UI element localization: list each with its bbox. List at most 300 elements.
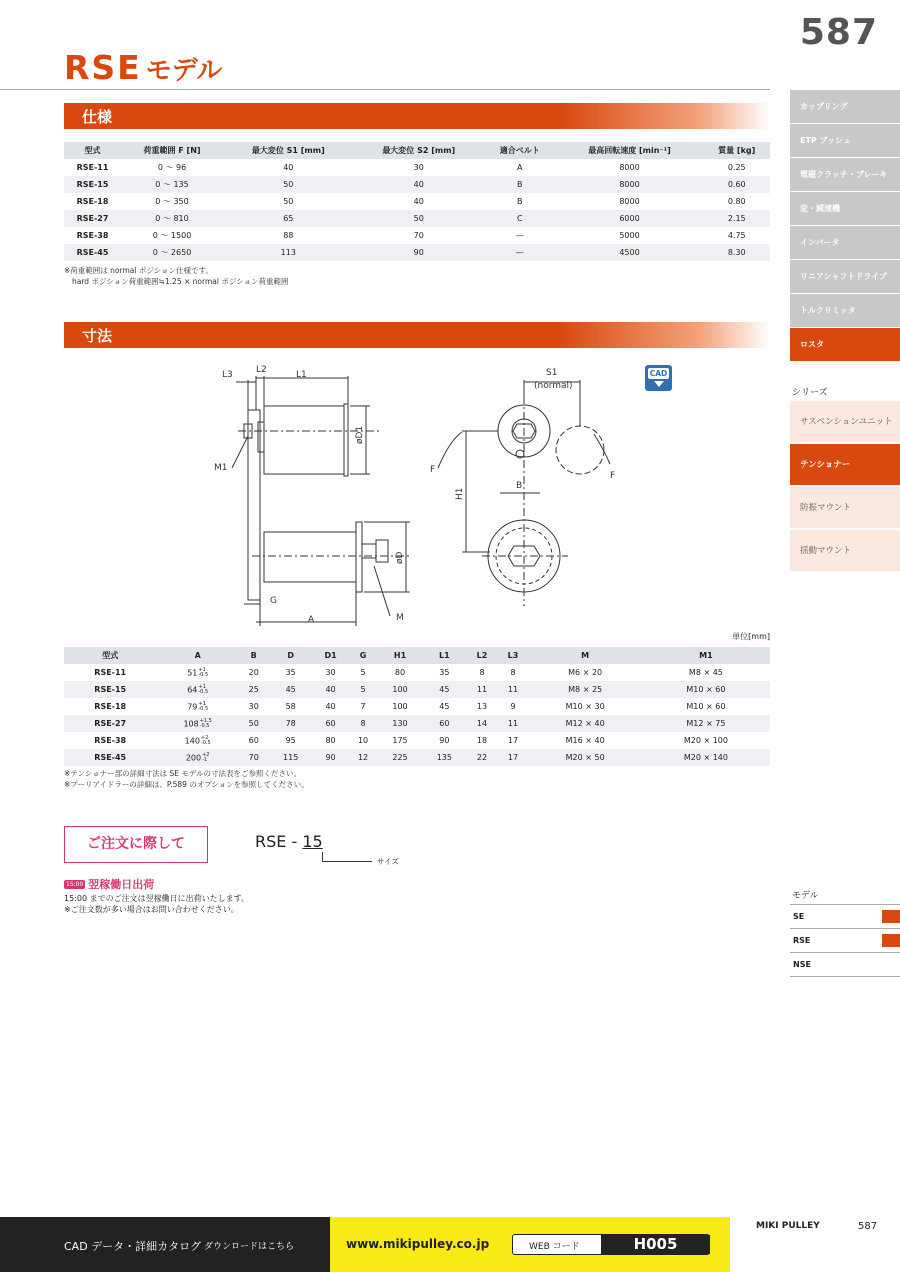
series-item[interactable]: サスペンションユニット [790, 401, 900, 443]
table-cell-value: M10 × 60 [686, 702, 726, 711]
spec-note-1: ※荷重範囲は normal ポジション仕様です。 [64, 266, 213, 275]
spec-section-header [64, 103, 770, 129]
table-cell: 0 ～ 350 [155, 197, 189, 206]
footer-page-number: 587 [858, 1221, 878, 1232]
table-cell: 8000 [619, 197, 640, 206]
table-row [64, 749, 770, 766]
table-cell: RSE-11 [76, 163, 109, 173]
table-cell [156, 681, 239, 698]
table-cell [528, 749, 641, 766]
table-cell: 50 [223, 176, 353, 193]
table-cell-value: M16 × 40 [565, 736, 605, 745]
model-item-label: NSE [793, 960, 811, 969]
unit-label: 単位[mm] [732, 632, 770, 641]
table-cell: 113 [223, 244, 353, 261]
table-cell [642, 732, 770, 749]
shipping-note-2: ※ご注文数が多い場合はお問い合わせください。 [64, 905, 239, 914]
label-f-left: F [430, 465, 436, 475]
tolerance [198, 668, 208, 678]
table-cell-value: 35 [285, 668, 296, 678]
table-cell [156, 715, 239, 732]
table-cell-value: 90 [325, 753, 336, 762]
table-cell: RSE-27 [64, 210, 121, 227]
order-code [255, 832, 323, 851]
tolerance-lower: -0.5 [199, 722, 210, 729]
table-cell: C [484, 210, 556, 227]
table-cell [642, 698, 770, 715]
table-cell: 40 [283, 163, 294, 173]
label-f-right: F [610, 471, 616, 481]
dim-section-header [64, 322, 770, 348]
truck-icon: 15:00 [66, 880, 84, 888]
cad-download-icon[interactable] [645, 365, 672, 391]
table-cell [313, 681, 348, 698]
table-cell-value: 7 [360, 702, 366, 711]
model-item-label: SE [793, 912, 805, 921]
table-cell: 2.15 [703, 210, 770, 227]
table-cell [64, 698, 156, 715]
shipping-header [64, 876, 154, 892]
table-cell [268, 715, 312, 732]
table-cell: 0 ～ 1500 [152, 231, 192, 240]
table-cell: RSE-38 [76, 231, 109, 240]
dim-header-cell: L2 [467, 647, 498, 664]
table-cell [498, 749, 529, 766]
table-cell [467, 664, 498, 681]
spec-header-cell: 最大変位 S2 [mm] [354, 142, 484, 159]
spec-header-cell: 最大変位 S1 [mm] [223, 142, 353, 159]
table-cell-value: 80 [325, 736, 336, 745]
sidebar-item[interactable]: リニアシャフトドライブ [790, 260, 900, 293]
table-cell-value: 108 [183, 719, 199, 728]
table-cell-value: 79 [187, 702, 198, 711]
sidebar-item[interactable]: カップリング [790, 90, 900, 123]
order-leader-horizontal [322, 861, 372, 862]
table-cell [156, 664, 239, 681]
tolerance-lower: -0.5 [198, 688, 209, 695]
dim-header-cell: H1 [378, 647, 422, 664]
label-g: G [270, 596, 277, 606]
table-cell: 88 [283, 231, 294, 240]
table-cell [498, 681, 529, 698]
table-row [64, 176, 770, 193]
brand-name: MIKI PULLEY [756, 1221, 820, 1231]
shipping-title: 翌稼働日出荷 [88, 878, 155, 891]
table-cell-value: M12 × 40 [565, 719, 605, 728]
table-cell-value: 45 [439, 702, 450, 711]
table-cell: 0.80 [727, 197, 746, 206]
table-cell [378, 732, 422, 749]
sidebar-series-label: シリーズ [792, 388, 828, 398]
sidebar-item[interactable]: インバータ [790, 226, 900, 259]
order-info-box [64, 826, 208, 863]
table-cell-value: RSE-45 [94, 753, 127, 762]
label-b: B [516, 481, 523, 491]
dim-header-cell: 型式 [64, 647, 156, 664]
table-cell [156, 698, 239, 715]
model-item[interactable] [790, 904, 900, 927]
cad-badge-label: CAD [649, 369, 668, 378]
table-cell-value: 64 [187, 685, 198, 694]
table-row [64, 698, 770, 715]
label-l3: L3 [222, 370, 233, 380]
footer-download-link[interactable]: ダウンロードはこちら [204, 1242, 295, 1252]
label-l1: L1 [296, 370, 307, 380]
footer [0, 1217, 900, 1272]
table-cell [239, 715, 269, 732]
table-cell [467, 698, 498, 715]
table-cell-value: 10 [357, 736, 369, 745]
spec-header-cell: 適合ベルト [484, 142, 556, 159]
table-cell-value: 140 [184, 736, 200, 745]
table-cell: RSE-15 [64, 176, 121, 193]
table-cell: 0 ～ 135 [121, 176, 223, 193]
series-item[interactable]: テンショナー [790, 444, 900, 486]
table-cell [313, 664, 348, 681]
table-cell [528, 732, 641, 749]
table-cell [642, 715, 770, 732]
order-code-number: 15 [302, 832, 323, 851]
table-cell [239, 732, 269, 749]
table-row [64, 715, 770, 732]
table-cell: A [517, 163, 523, 173]
table-cell: 50 [354, 210, 484, 227]
table-cell [422, 732, 466, 749]
table-cell-value: 18 [476, 736, 488, 745]
table-cell-value: 80 [394, 668, 406, 678]
dim-header-cell: L3 [498, 647, 529, 664]
table-cell-value: M12 × 75 [686, 719, 726, 728]
table-cell [642, 749, 770, 766]
web-code-value: H005 [601, 1235, 710, 1254]
table-cell [467, 732, 498, 749]
table-cell [467, 681, 498, 698]
table-cell-value: RSE-38 [94, 736, 127, 745]
label-d1: øD1 [355, 425, 365, 444]
spec-header-cell: 質量 [kg] [703, 142, 770, 159]
table-cell [422, 715, 466, 732]
table-cell [268, 749, 312, 766]
sidebar-item[interactable]: トルクリミッタ [790, 294, 900, 327]
table-cell [239, 698, 269, 715]
dim-header-cell: D1 [313, 647, 348, 664]
table-cell [268, 732, 312, 749]
table-cell [64, 664, 156, 681]
table-cell: 50 [283, 197, 294, 206]
title-rule [0, 89, 770, 90]
table-cell [498, 715, 529, 732]
table-cell-value: 17 [507, 753, 519, 762]
table-row [64, 732, 770, 749]
dim-note-1: ※テンショナー部の詳細寸法は SE モデルの寸法表をご参照ください。 [64, 769, 301, 778]
table-cell [528, 681, 641, 698]
table-cell: 30 [413, 163, 424, 173]
table-cell [348, 732, 378, 749]
sidebar-item[interactable]: ロスタ [790, 328, 900, 361]
table-cell [64, 749, 156, 766]
tolerance [202, 753, 209, 763]
dim-header-cell: M1 [642, 647, 770, 664]
table-cell-value: 30 [248, 702, 259, 711]
table-cell-value: 35 [439, 668, 450, 678]
table-row [64, 664, 770, 681]
table-cell [498, 732, 529, 749]
page-title-sub: モデル [145, 56, 223, 86]
spec-note-2: hard ポジション荷重範囲≒1.25 × normal ポジション荷重範囲 [72, 277, 289, 286]
table-cell: 90 [354, 244, 484, 261]
table-cell-value: M20 × 140 [683, 753, 728, 762]
spec-header-cell: 型式 [64, 142, 121, 159]
table-cell: 65 [223, 210, 353, 227]
spec-table [64, 142, 770, 261]
tolerance [198, 702, 208, 712]
table-cell-value: 40 [325, 685, 336, 694]
table-cell: 0.60 [703, 176, 770, 193]
table-cell-value: 60 [248, 736, 259, 745]
download-arrow-icon [654, 381, 664, 387]
table-cell-value: 60 [439, 719, 450, 728]
order-box-label: ご注文に際して [87, 836, 185, 852]
dim-header-cell: D [268, 647, 312, 664]
dimension-drawing [200, 360, 640, 630]
table-cell-value: 5 [360, 668, 366, 678]
table-cell-value: 8 [360, 719, 366, 728]
table-cell [348, 698, 378, 715]
footer-url-link[interactable]: www.mikipulley.co.jp [346, 1237, 490, 1251]
tolerance-upper: +1 [198, 666, 206, 673]
table-cell-value: 200 [185, 753, 202, 762]
table-cell [348, 715, 378, 732]
dim-header-cell: B [239, 647, 269, 664]
label-s1: S1 [546, 368, 558, 378]
table-cell [378, 715, 422, 732]
table-cell [498, 664, 529, 681]
table-cell [156, 749, 239, 766]
model-item-label: RSE [793, 936, 811, 945]
table-cell: — [484, 244, 556, 261]
tolerance-upper: +2 [200, 734, 209, 741]
table-cell: B [517, 197, 523, 206]
table-cell [268, 698, 312, 715]
table-cell: 6000 [556, 210, 704, 227]
table-cell-value: 45 [285, 685, 296, 694]
table-cell-value: M10 × 60 [686, 685, 726, 694]
table-cell-value: 58 [285, 702, 296, 711]
table-cell-value: 11 [507, 719, 519, 728]
table-cell-value: 25 [248, 685, 259, 694]
web-code-label: WEB コード [529, 1242, 580, 1252]
table-cell [642, 664, 770, 681]
spec-header-cell: 荷重範囲 F [N] [121, 142, 223, 159]
table-cell-value: M6 × 20 [568, 668, 603, 678]
table-cell: 8.30 [703, 244, 770, 261]
table-cell-value: 11 [476, 685, 488, 694]
tolerance [198, 685, 208, 695]
tolerance-lower: -0.5 [200, 739, 211, 746]
page-number: 587 [799, 12, 878, 53]
sidebar-item[interactable]: ETP ブッシュ [790, 124, 900, 157]
table-cell-value: M20 × 100 [683, 736, 728, 745]
table-cell: RSE-18 [76, 197, 109, 206]
table-cell-value: 8 [479, 668, 485, 678]
tolerance-lower: -0.5 [198, 671, 209, 678]
table-cell-value: 115 [283, 753, 299, 762]
tolerance [201, 736, 211, 746]
table-cell [378, 664, 422, 681]
table-cell [156, 732, 239, 749]
shipping-note-1: 15:00 までのご注文は翌稼働日に出荷いたします。 [64, 894, 249, 903]
table-cell [528, 698, 641, 715]
table-cell-value: 78 [285, 719, 296, 728]
table-cell-value: RSE-15 [94, 685, 127, 694]
order-code-prefix: RSE - [255, 832, 303, 851]
table-cell-value: 100 [392, 685, 408, 694]
model-marker [882, 910, 900, 923]
table-cell-value: 90 [439, 736, 450, 745]
table-cell-value: M8 × 25 [568, 685, 603, 694]
table-cell-value: 20 [248, 668, 259, 678]
label-a: A [308, 615, 315, 625]
dim-section-title: 寸法 [82, 327, 113, 345]
sidebar-model-label: モデル [792, 891, 819, 901]
table-cell-value: 30 [325, 668, 336, 678]
label-h1: H1 [455, 487, 465, 500]
label-normal: (normal) [534, 381, 573, 391]
table-cell [313, 749, 348, 766]
table-row [64, 193, 770, 210]
tolerance-upper: +1 [198, 700, 206, 707]
table-cell-value: 100 [392, 702, 408, 711]
table-cell [422, 681, 466, 698]
table-cell [64, 715, 156, 732]
table-cell: — [515, 231, 524, 240]
table-cell-value: 95 [285, 736, 296, 745]
dim-header-cell: A [156, 647, 239, 664]
table-cell [378, 698, 422, 715]
model-item[interactable] [790, 928, 900, 951]
table-cell-value: RSE-11 [94, 668, 127, 678]
table-cell [239, 664, 269, 681]
tolerance-upper: +2 [202, 751, 210, 758]
table-cell-value: 22 [476, 753, 488, 762]
table-cell-value: 11 [507, 685, 519, 694]
tolerance-lower: -1 [202, 756, 208, 763]
sidebar-categories [790, 90, 900, 362]
table-row [64, 159, 770, 176]
table-cell-value: 12 [357, 753, 369, 762]
displaced-pulley-circle [556, 426, 604, 474]
table-cell: 5000 [619, 231, 640, 240]
label-l2: L2 [256, 365, 267, 375]
table-cell-value: 40 [325, 702, 336, 711]
footer-cad-text: CAD データ・詳細カタログ [64, 1240, 202, 1253]
table-cell: 0 ～ 96 [157, 163, 187, 173]
table-row [64, 244, 770, 261]
table-cell-value: 175 [392, 736, 408, 745]
table-cell-value: 70 [248, 753, 259, 762]
spec-header-cell: 最高回転速度 [min⁻¹] [556, 142, 704, 159]
table-cell-value: 13 [476, 702, 488, 711]
table-cell [268, 664, 312, 681]
tolerance-upper: +1.5 [199, 717, 212, 724]
table-cell-value: 60 [325, 719, 336, 728]
table-cell-value: RSE-27 [94, 719, 127, 728]
table-cell [348, 749, 378, 766]
table-cell [422, 664, 466, 681]
table-cell [422, 749, 466, 766]
tolerance [200, 719, 212, 729]
shipping-notes [64, 893, 249, 915]
model-marker [882, 934, 900, 947]
table-cell-value: RSE-18 [94, 702, 127, 711]
table-cell-value: 45 [439, 685, 450, 694]
table-cell: 40 [354, 176, 484, 193]
dim-header-cell: L1 [422, 647, 466, 664]
table-cell-value: 51 [187, 668, 198, 678]
table-cell [239, 749, 269, 766]
tolerance-lower: -0.5 [198, 705, 209, 712]
table-cell: 4.75 [727, 231, 746, 240]
table-cell [422, 698, 466, 715]
spec-section-title: 仕様 [82, 108, 113, 126]
table-cell: 8000 [556, 176, 704, 193]
table-row [64, 210, 770, 227]
table-cell [642, 681, 770, 698]
table-cell-value: 17 [507, 736, 519, 745]
page-title [64, 48, 222, 87]
table-cell [378, 749, 422, 766]
table-cell: 40 [413, 197, 424, 206]
table-cell [528, 715, 641, 732]
dim-header-cell: G [348, 647, 378, 664]
table-cell [64, 732, 156, 749]
table-cell [528, 664, 641, 681]
table-cell-value: 225 [392, 753, 408, 762]
page-title-main: RSE [64, 48, 142, 87]
series-item[interactable]: 揺動マウント [790, 530, 900, 572]
table-cell: 8000 [619, 163, 640, 173]
sidebar-item[interactable]: 変・減速機 [790, 192, 900, 225]
table-cell-value: 130 [392, 719, 408, 728]
table-cell: RSE-45 [64, 244, 121, 261]
order-size-label: サイズ [377, 857, 399, 866]
label-m1: M1 [214, 463, 228, 473]
table-cell: 4500 [556, 244, 704, 261]
table-cell-value: 5 [360, 685, 366, 694]
table-cell-value: 50 [248, 719, 259, 728]
table-cell [313, 698, 348, 715]
tolerance-upper: +1 [198, 683, 206, 690]
table-row [64, 227, 770, 244]
table-cell-value: M8 × 45 [688, 668, 723, 678]
table-cell [498, 698, 529, 715]
table-cell: 0.25 [727, 163, 746, 173]
table-cell: B [484, 176, 556, 193]
series-item[interactable]: 防振マウント [790, 487, 900, 529]
web-code-box [512, 1234, 710, 1255]
table-cell [348, 664, 378, 681]
table-cell: 0 ～ 2650 [121, 244, 223, 261]
lower-cylinder [264, 532, 356, 582]
table-cell-value: 14 [476, 719, 488, 728]
table-cell [313, 715, 348, 732]
dimension-table [64, 647, 770, 766]
model-item[interactable] [790, 952, 900, 975]
dim-notes [64, 768, 309, 790]
table-cell: 70 [413, 231, 424, 240]
sidebar-item[interactable]: 電磁クラッチ・ブレーキ [790, 158, 900, 191]
upper-cylinder [264, 406, 344, 474]
